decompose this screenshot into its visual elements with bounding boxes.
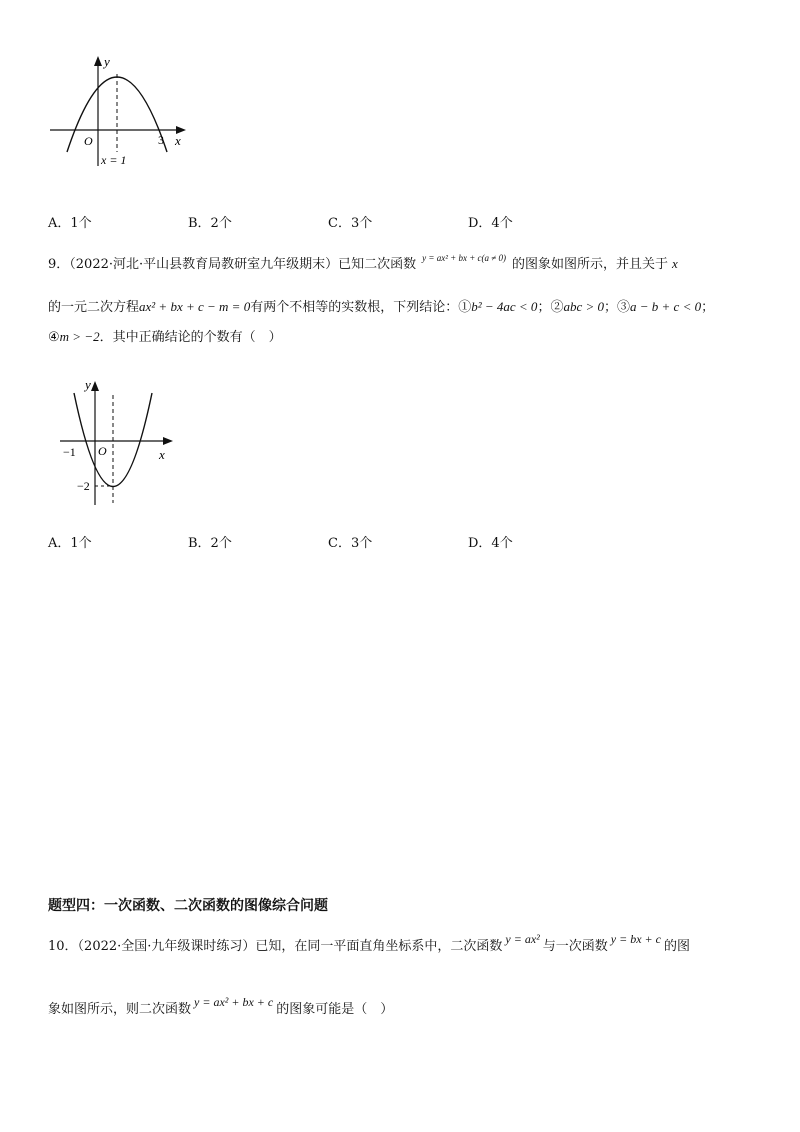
q10-end-1: 的图: [663, 939, 690, 954]
q9-choice-d: D．4个: [468, 536, 513, 551]
q8-choice-a: A．1个: [48, 216, 92, 231]
q9-line-3: [48, 328, 282, 347]
fig1-x-label: x: [175, 133, 181, 148]
q8-choice-c: C．3个: [328, 216, 373, 231]
section-heading: 题型四：一次函数、二次函数的图像综合问题: [48, 898, 328, 914]
q9-line3-end: ．其中正确结论的个数有（ ）: [99, 330, 282, 345]
q9-line3-start: ④: [48, 330, 60, 345]
q8-choice-b: B．2个: [188, 216, 232, 231]
fig2-x-label: x: [159, 447, 165, 462]
q10-line-1: [48, 932, 690, 956]
q9-conclusion-2: abc > 0: [563, 299, 604, 314]
q10-func-2: y = bx + c: [610, 932, 661, 946]
q9-prefix: 9．（2022·河北·平山县教育局教研室九年级期末）已知二次函数: [48, 257, 417, 272]
q9-line-1: [48, 255, 678, 274]
q9-choice-b: B．2个: [188, 536, 232, 551]
q10-mid-1: 与一次函数: [542, 939, 608, 954]
q9-sep-2: ；②: [537, 300, 564, 315]
q9-func-formula: y = ax² + bx + c(a ≠ 0): [422, 253, 506, 263]
q9-line-2: [48, 298, 714, 317]
fig1-y-label: y: [104, 54, 110, 69]
q9-sep-3: ；③: [604, 300, 631, 315]
q9-equation: ax² + bx + c − m = 0: [139, 299, 251, 314]
q10-line2-end: 的图象可能是（ ）: [276, 1002, 394, 1017]
fig2-neg2-label: −2: [77, 479, 90, 493]
q9-mid: 的图象如图所示，并且关于: [511, 257, 668, 272]
fig1-origin-label: O: [84, 134, 93, 148]
q9-end-semicolon: ；: [701, 300, 715, 315]
q10-line-2: [48, 995, 394, 1019]
q9-choice-a: A．1个: [48, 536, 92, 551]
figure-parabola-up: [55, 375, 185, 510]
q8-choice-d: D．4个: [468, 216, 513, 231]
q10-prefix: 10．（2022·全国·九年级课时练习）已知，在同一平面直角坐标系中，二次函数: [48, 939, 503, 954]
fig1-axis-line-label: x = 1: [101, 153, 127, 167]
q10-line2-start: 象如图所示，则二次函数: [48, 1002, 192, 1017]
fig1-x3-label: 3: [158, 133, 164, 147]
q10-func-3: y = ax² + bx + c: [194, 995, 274, 1009]
q9-conclusion-3: a − b + c < 0: [630, 299, 702, 314]
q10-func-1: y = ax²: [505, 932, 540, 946]
q9-var-x: x: [671, 256, 678, 271]
q9-conclusion-4: m > −2: [59, 329, 100, 344]
fig2-neg1-label: −1: [63, 445, 76, 459]
q9-conclusion-1: b² − 4ac < 0: [471, 299, 538, 314]
q9-choice-c: C．3个: [328, 536, 373, 551]
figure-parabola-down: [40, 48, 200, 173]
q9-line2-mid: 有两个不相等的实数根，下列结论：①: [250, 300, 472, 315]
fig2-origin-label: O: [98, 444, 107, 458]
fig2-y-label: y: [85, 377, 91, 392]
q9-line2-start: 的一元二次方程: [48, 300, 140, 315]
